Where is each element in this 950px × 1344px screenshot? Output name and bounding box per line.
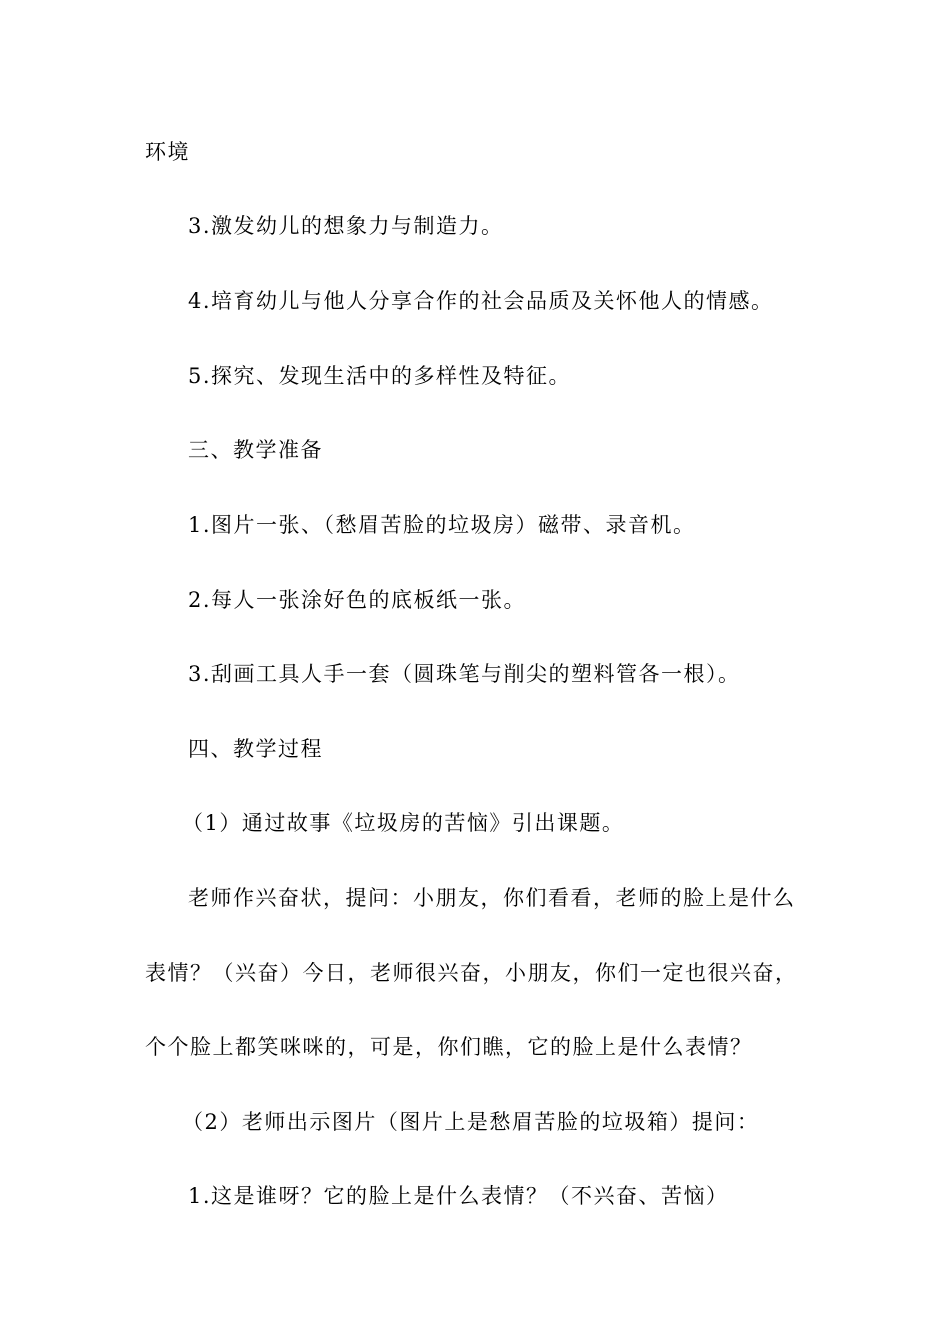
question-1: 1.这是谁呀？它的脸上是什么表情？（不兴奋、苦恼） bbox=[188, 1184, 729, 1208]
preparation-3: 3.刮画工具人手一套（圆珠笔与削尖的塑料管各一根）。 bbox=[188, 662, 741, 686]
objective-4: 4.培育幼儿与他人分享合作的社会品质及关怀他人的情感。 bbox=[188, 289, 774, 313]
objective-5: 5.探究、发现生活中的多样性及特征。 bbox=[188, 364, 572, 388]
paragraph-line-3: 个个脸上都笑咪咪的，可是，你们瞧，它的脸上是什么表情？ bbox=[145, 1035, 753, 1059]
process-step-2: （2）老师出示图片（图片上是愁眉苦脸的垃圾箱）提问： bbox=[182, 1110, 760, 1134]
preparation-2: 2.每人一张涂好色的底板纸一张。 bbox=[188, 588, 527, 612]
section-heading-process: 四、教学过程 bbox=[188, 737, 323, 761]
preparation-1: 1.图片一张、（愁眉苦脸的垃圾房）磁带、录音机。 bbox=[188, 513, 696, 537]
section-heading-preparation: 三、教学准备 bbox=[188, 438, 323, 462]
process-step-1: （1）通过故事《垃圾房的苦恼》引出课题。 bbox=[182, 811, 625, 835]
paragraph-line-1: 老师作兴奋状，提问：小朋友，你们看看，老师的脸上是什么 bbox=[188, 886, 796, 910]
objective-3: 3.激发幼儿的想象力与制造力。 bbox=[188, 214, 504, 238]
paragraph-line-2: 表情？（兴奋）今日，老师很兴奋，小朋友，你们一定也很兴奋， bbox=[145, 961, 798, 985]
text-line-continuation: 环境 bbox=[145, 140, 190, 164]
